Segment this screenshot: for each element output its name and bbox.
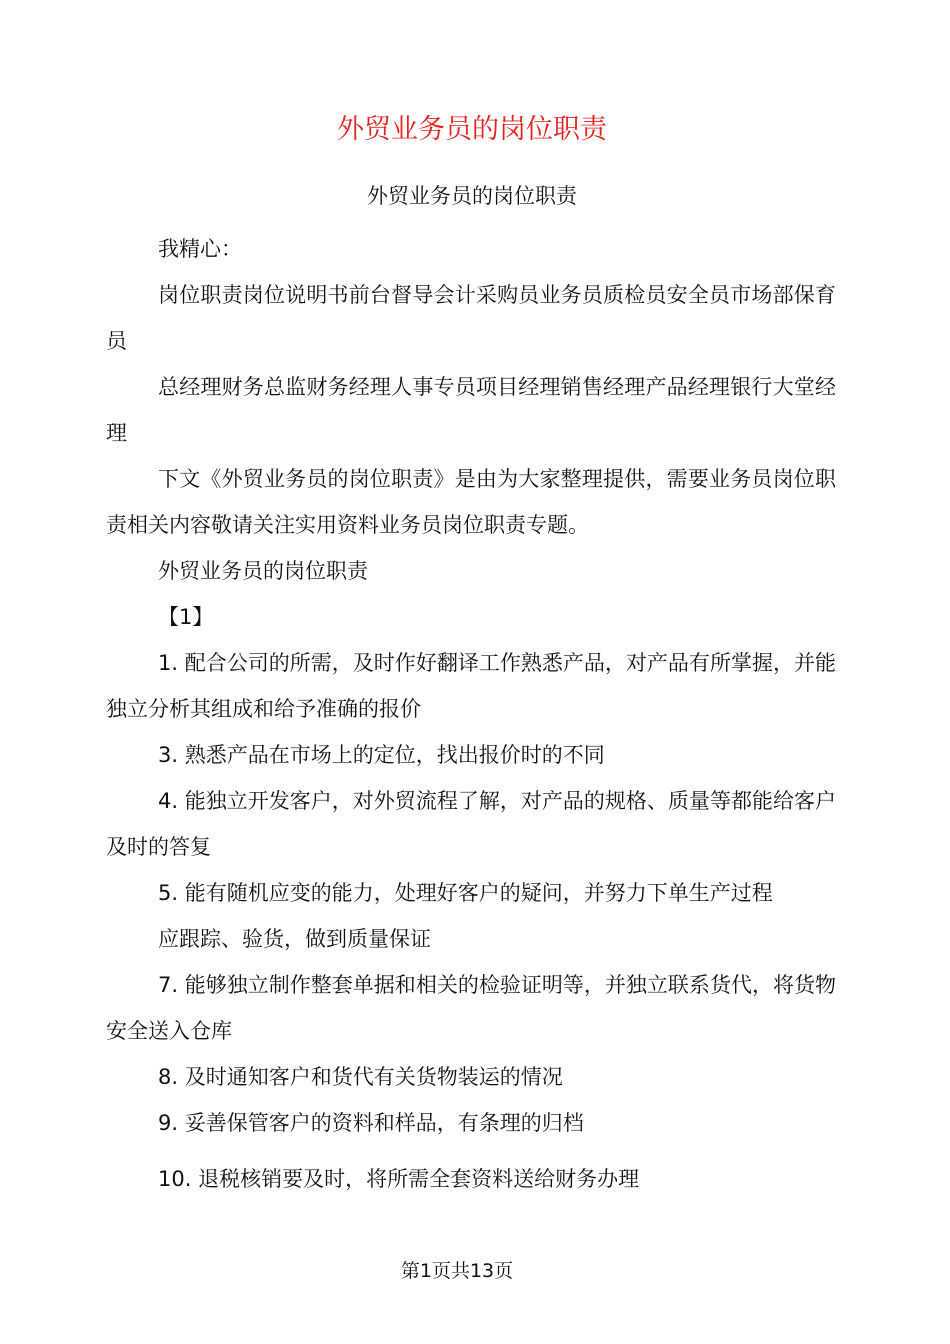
document-subtitle: 外贸业务员的岗位职责 <box>367 184 577 208</box>
section-heading: 外贸业务员的岗位职责 <box>158 559 368 583</box>
list-item-7: 7. 能够独立制作整套单据和相关的检验证明等，并独立联系货代，将货物安全送入仓库 <box>106 973 836 1043</box>
document-body <box>106 226 836 1202</box>
list-item-1: 1. 配合公司的所需，及时作好翻译工作熟悉产品，对产品有所掌握，并能独立分析其组成和给予准确的报价 <box>106 651 836 721</box>
list-item-10: 10. 退税核销要及时，将所需全套资料送给财务办理 <box>158 1167 640 1191</box>
section-number: 【1】 <box>158 605 214 629</box>
list-item-5: 5. 能有随机应变的能力，处理好客户的疑问，并努力下单生产过程 <box>158 881 773 905</box>
paragraph-intro: 下文《外贸业务员的岗位职责》是由为大家整理提供，需要业务员岗位职责相关内容敬请关注实用资料业务员岗位职责专题。 <box>106 467 836 537</box>
list-item-8: 8. 及时通知客户和货代有关货物装运的情况 <box>158 1065 563 1089</box>
document-title: 外贸业务员的岗位职责 <box>337 114 607 145</box>
list-item-4: 4. 能独立开发客户，对外贸流程了解，对产品的规格、质量等都能给客户及时的答复 <box>106 789 836 859</box>
list-item-9: 9. 妥善保管客户的资料和样品，有条理的归档 <box>158 1111 584 1135</box>
page-footer: 第1页共13页 <box>400 1260 514 1282</box>
list-item-5-continued: 应跟踪、验货，做到质量保证 <box>158 927 431 951</box>
paragraph-keywords-2: 总经理财务总监财务经理人事专员项目经理销售经理产品经理银行大堂经理 <box>106 375 836 445</box>
paragraph-keywords-1: 岗位职责岗位说明书前台督导会计采购员业务员质检员安全员市场部保育员 <box>106 283 836 353</box>
list-item-3: 3. 熟悉产品在市场上的定位，找出报价时的不同 <box>158 743 605 767</box>
paragraph-greeting: 我精心： <box>158 237 242 261</box>
